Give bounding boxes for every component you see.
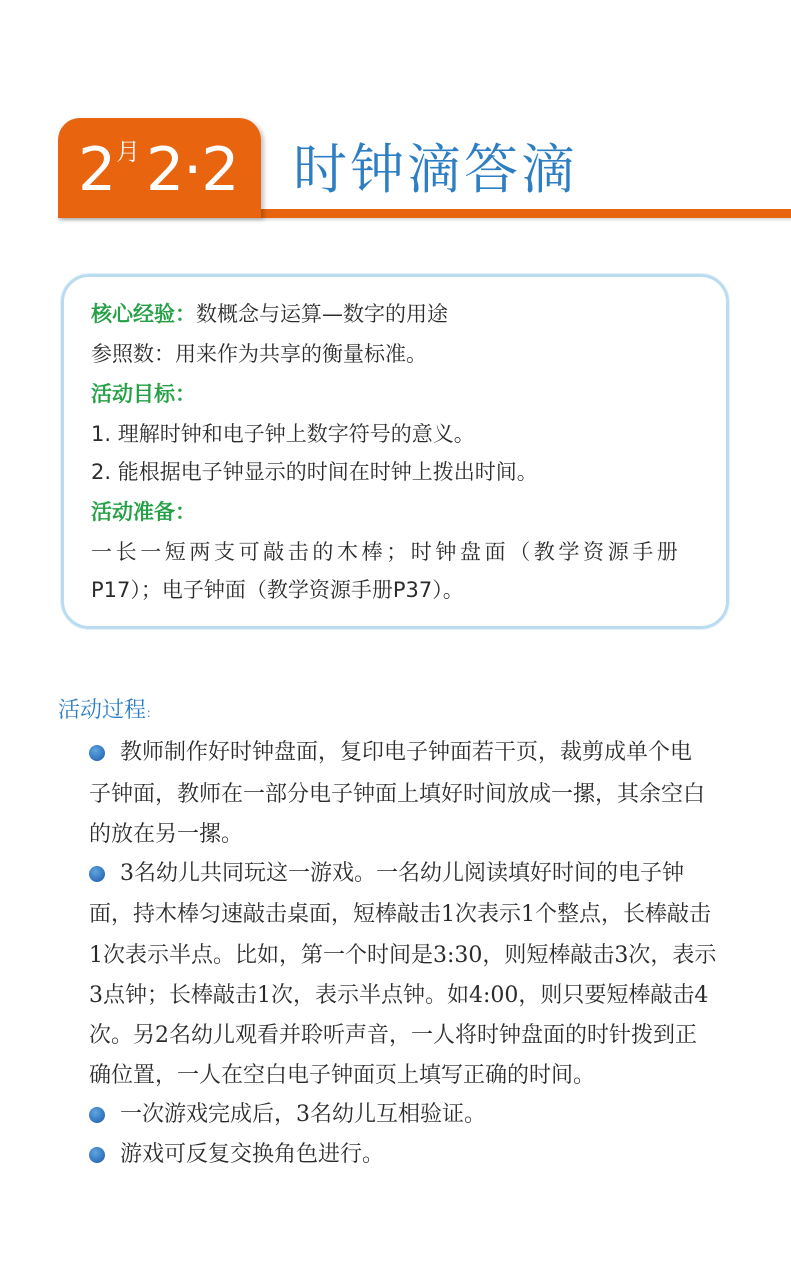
bullet-2-line-6: 确位置，一人在空白电子钟面页上填写正确的时间。	[89, 1063, 596, 1088]
process-heading-colon: ：	[146, 706, 159, 720]
activity-title: 时钟滴答滴	[293, 138, 578, 201]
core-experience-text: 数概念与运算—数字的用途	[196, 302, 448, 326]
date-tab	[58, 118, 261, 218]
bullet-dot	[89, 745, 105, 761]
core-experience-line	[91, 299, 448, 329]
bullet-2-line-1: 3名幼儿共同玩这一游戏。一名幼儿阅读填好时间的电子钟	[120, 861, 684, 886]
bullet-1-line-2: 子钟面，教师在一部分电子钟面上填好时间放成一摞，其余空白	[89, 782, 706, 807]
bullet-4-line-1: 游戏可反复交换角色进行。	[120, 1142, 385, 1167]
bullet-dot	[89, 1107, 105, 1123]
prep-line-2: P17）；电子钟面（教学资源手册P37）。	[91, 578, 464, 602]
process-heading	[58, 696, 158, 728]
goal-label: 活动目标：	[91, 382, 196, 406]
goal-item-2: 2. 能根据电子钟显示的时间在时钟上拨出时间。	[91, 460, 538, 484]
header-rule-shadow	[58, 218, 791, 222]
prep-line-1: 一长一短两支可敲击的木棒；时钟盘面（教学资源手册	[91, 540, 682, 564]
bullet-2-line-5: 次。另2名幼儿观看并聆听声音，一人将时钟盘面的时针拨到正	[89, 1023, 697, 1048]
bullet-1-line-3: 的放在另一摞。	[89, 822, 244, 847]
bullet-2-line-2: 面，持木棒匀速敲击桌面，短棒敲击1次表示1个整点，长棒敲击	[89, 902, 711, 927]
prep-label: 活动准备：	[91, 500, 196, 524]
bullet-2-line-3: 1次表示半点。比如，第一个时间是3:30，则短棒敲击3次，表示	[89, 943, 717, 968]
core-experience-label: 核心经验：	[91, 302, 196, 326]
goal-item-1: 1. 理解时钟和电子钟上数字符号的意义。	[91, 422, 475, 446]
reference-line: 参照数：用来作为共享的衡量标准。	[91, 342, 427, 366]
process-heading-text: 活动过程	[58, 698, 147, 723]
date-month-number: 2	[78, 135, 117, 205]
bullet-2-line-4: 3点钟；长棒敲击1次，表示半点钟。如4:00，则只要短棒敲击4	[89, 983, 709, 1008]
date-month-char: 月	[116, 138, 140, 166]
date-day: 2·2	[146, 135, 239, 205]
bullet-dot	[89, 866, 105, 882]
bullet-dot	[89, 1147, 105, 1163]
bullet-3-line-1: 一次游戏完成后，3名幼儿互相验证。	[120, 1102, 486, 1127]
bullet-1-line-1: 教师制作好时钟盘面，复印电子钟面若干页，裁剪成单个电	[120, 740, 693, 765]
